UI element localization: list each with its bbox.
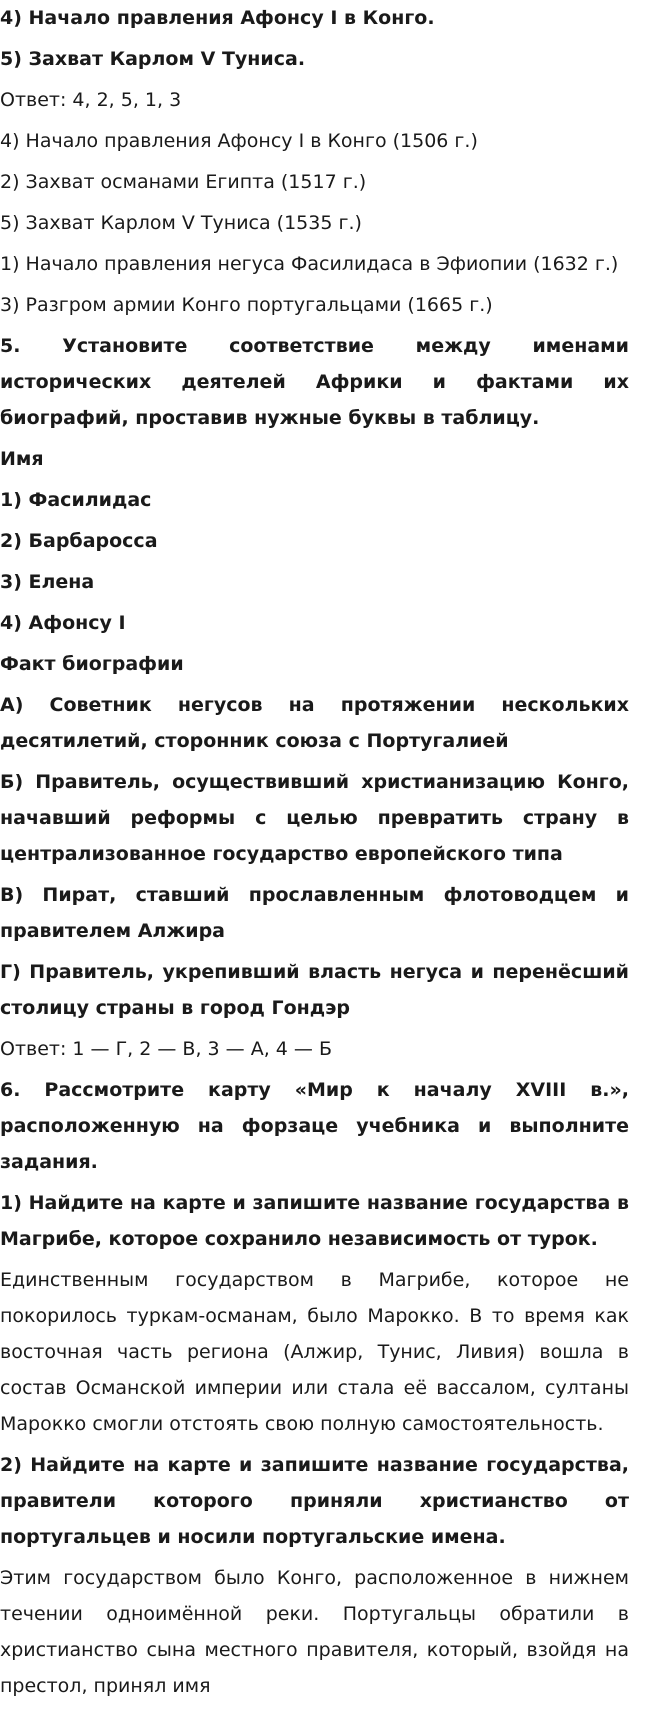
q3-order-line: 3) Разгром армии Конго португальцами (1665 г.) [0, 294, 493, 316]
q5-name-item: 3) Елена [0, 571, 95, 593]
q3-item-5: 5) Захват Карлом V Туниса. [0, 48, 306, 70]
q3-item-4: 4) Начало правления Афонсу I в Конго. [0, 7, 435, 29]
q6-task-2: 2) Найдите на карте и запишите название государства, правители которого приняли христианство от португальцев и носили португальские имена. [0, 1454, 629, 1548]
q5-name-item: 2) Барбаросса [0, 530, 158, 552]
q5-answer: Ответ: 1 — Г, 2 — В, 3 — А, 4 — Б [0, 1038, 332, 1060]
q3-order-line: 2) Захват османами Египта (1517 г.) [0, 171, 367, 193]
q5-facts-header: Факт биографии [0, 653, 184, 675]
q3-order-line: 5) Захват Карлом V Туниса (1535 г.) [0, 212, 362, 234]
q3-answer: Ответ: 4, 2, 5, 1, 3 [0, 89, 182, 111]
q5-fact-item: Г) Правитель, укрепивший власть негуса и перенёсший столицу страны в город Гондэр [0, 961, 629, 1019]
q6-task-1: 1) Найдите на карте и запишите название государства в Магрибе, которое сохранило независимость от турок. [0, 1192, 629, 1250]
q6-answer-2: Этим государством было Конго, расположенное в нижнем течении одноимённой реки. Португальцы обратили в христианство сына местного правителя, который, взойдя на престол, принял имя [0, 1567, 629, 1697]
q6-answer-1: Единственным государством в Магрибе, которое не покорилось туркам-османам, было Марокко. В то время как восточная часть региона (Алжир, Тунис, Ливия) вошла в состав Османской империи или стала её вассалом, султаны Марокко смогли отстоять свою полную самостоятельность. [0, 1269, 629, 1435]
q5-fact-item: Б) Правитель, осуществивший христианизацию Конго, начавший реформы с целью превратить страну в централизованное государство европейского типа [0, 771, 629, 865]
q5-name-item: 4) Афонсу I [0, 612, 126, 634]
q5-names-header: Имя [0, 448, 44, 470]
q3-order-line: 1) Начало правления негуса Фасилидаса в Эфиопии (1632 г.) [0, 253, 619, 275]
q5-fact-item: А) Советник негусов на протяжении нескольких десятилетий, сторонник союза с Португалией [0, 694, 629, 752]
q6-title: 6. Рассмотрите карту «Мир к началу XVIII в.», расположенную на форзаце учебника и выполните задания. [0, 1079, 629, 1173]
q5-fact-item: В) Пират, ставший прославленным флотоводцем и правителем Алжира [0, 884, 629, 942]
q5-title: 5. Установите соответствие между именами исторических деятелей Африки и фактами их биографий, проставив нужные буквы в таблицу. [0, 335, 629, 429]
q5-name-item: 1) Фасилидас [0, 489, 152, 511]
q3-order-line: 4) Начало правления Афонсу I в Конго (1506 г.) [0, 130, 478, 152]
